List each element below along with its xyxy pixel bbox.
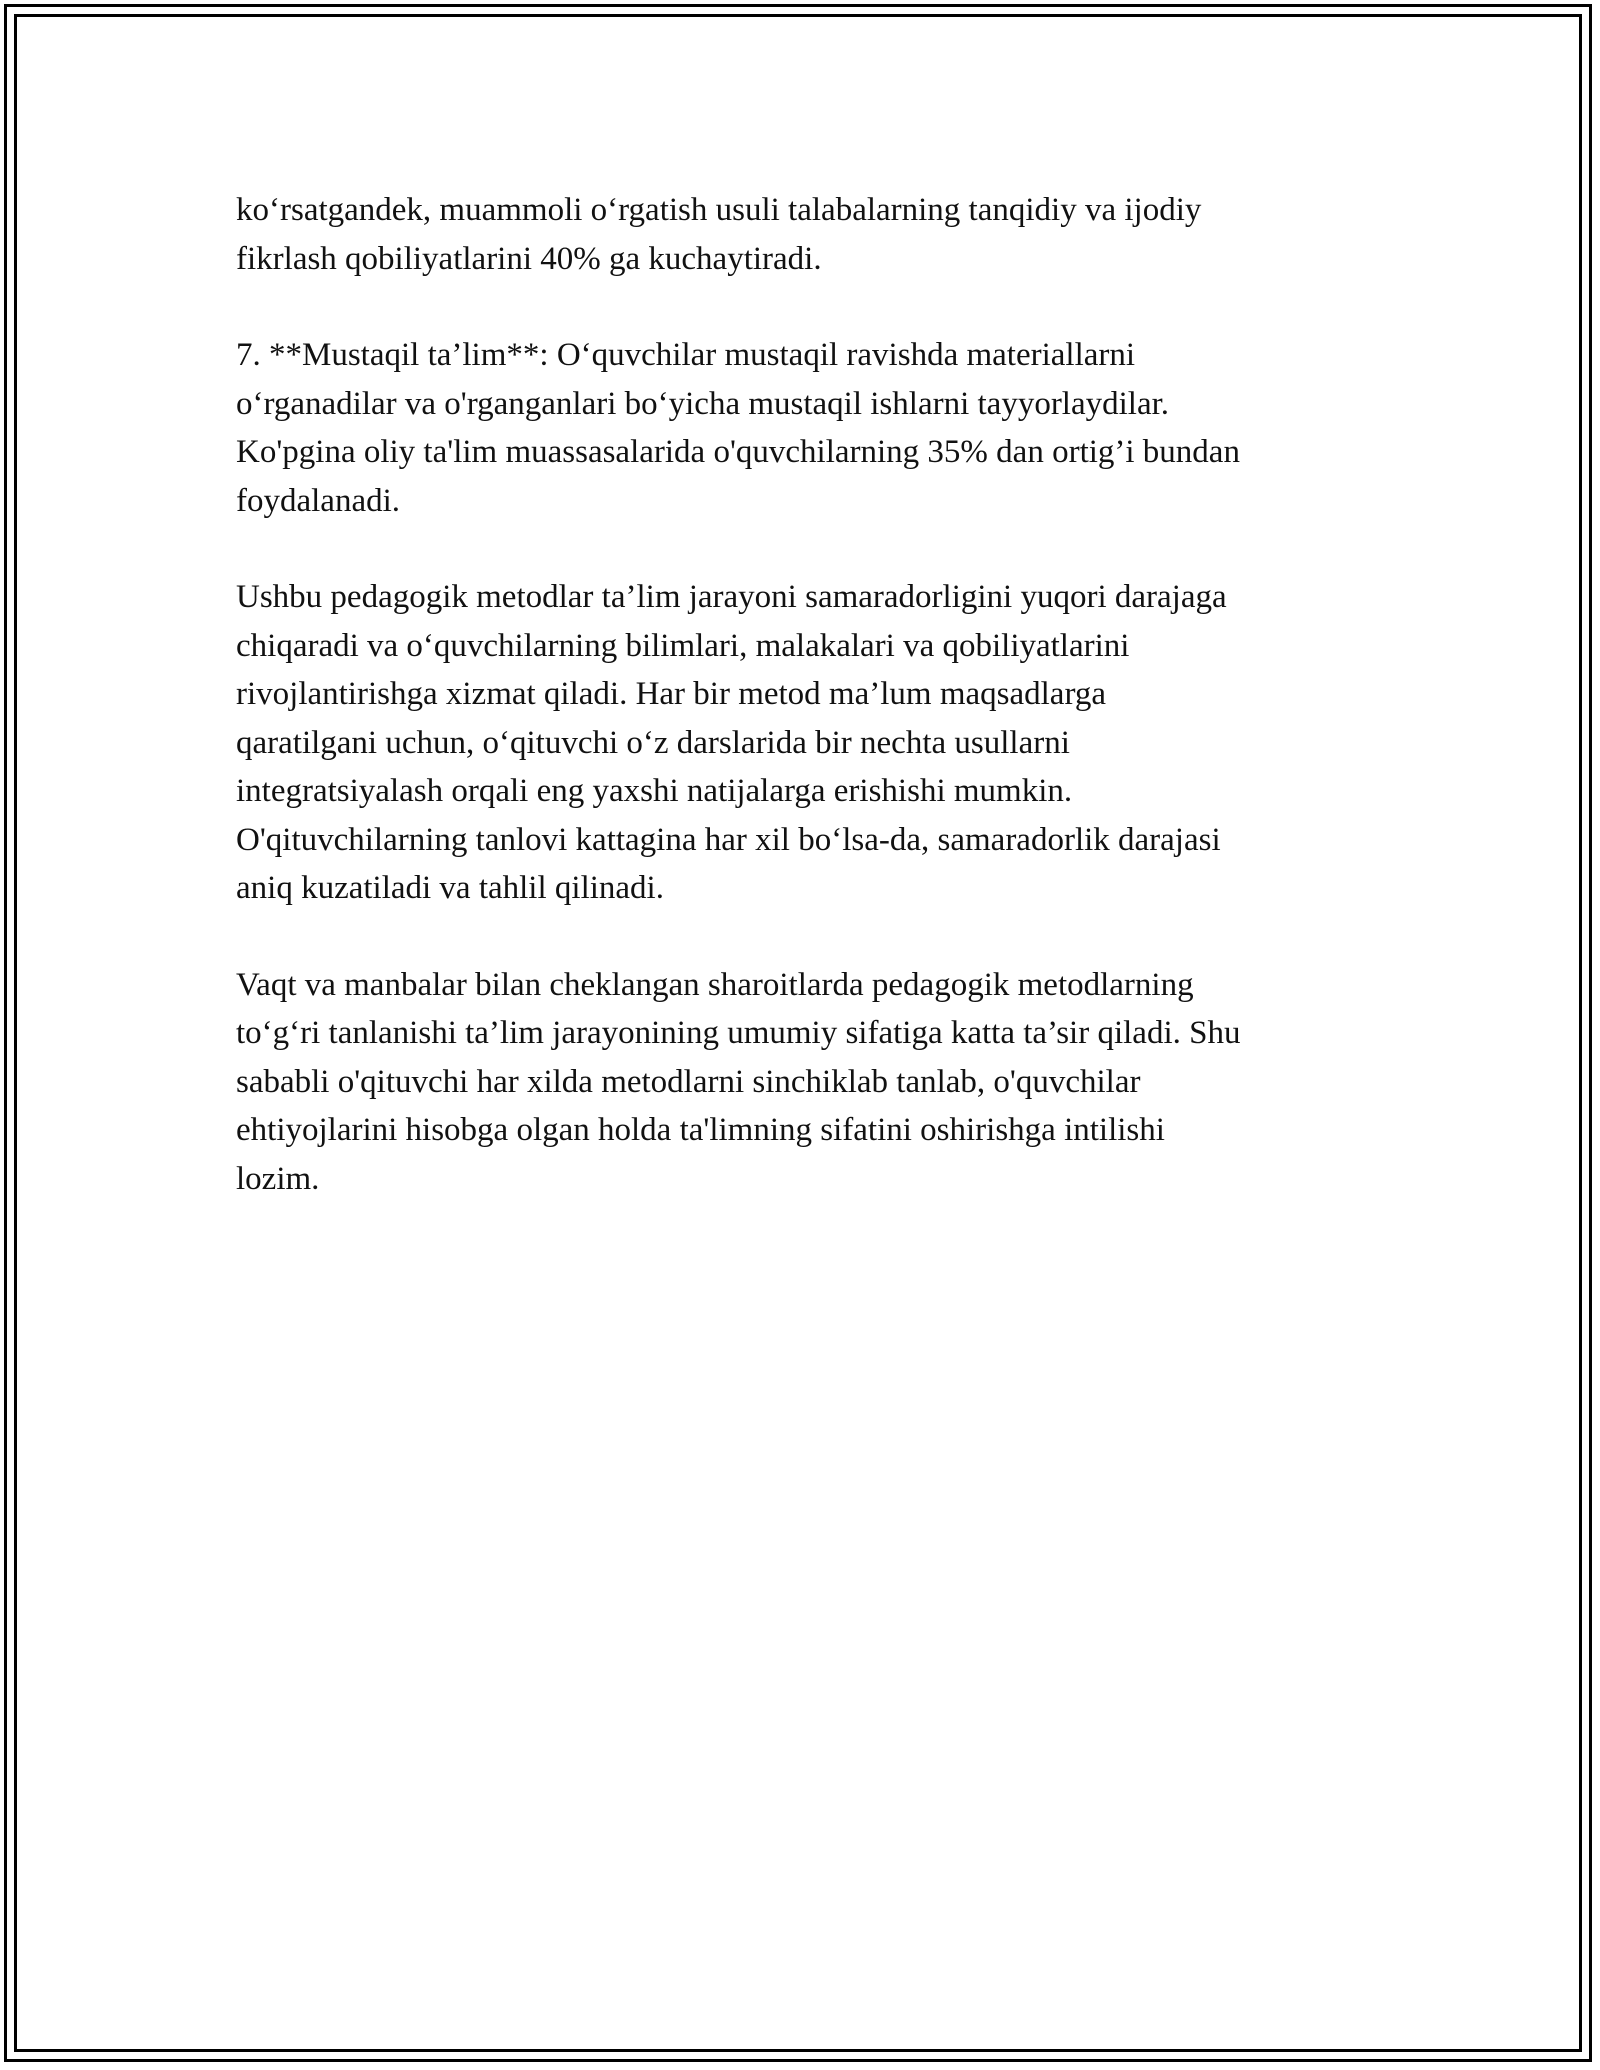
paragraph-problem-learning-continuation: ko‘rsatgandek, muammoli o‘rgatish usuli talabalarning tanqidiy va ijodiy fikrlash qobiliyatlarini 40% ga kuchaytiradi. <box>236 192 1202 277</box>
paragraph-independent-learning: 7. **Mustaqil ta’lim**: O‘quvchilar mustaqil ravishda materiallarni o‘rganadilar va o'rganganlari bo‘yicha mustaqil ishlarni tayyorlaydilar. Ko'pgina oliy ta'lim muassasalarida o'quvchilarning 35% dan ortig’i bundan foydalanadi. <box>236 337 1240 519</box>
document-body <box>236 186 1366 1251</box>
paragraph-methods-summary: Ushbu pedagogik metodlar ta’lim jarayoni samaradorligini yuqori darajaga chiqaradi va o‘quvchilarning bilimlari, malakalari va qobiliyatlarini rivojlantirishga xizmat qiladi. Har bir metod ma’lum maqsadlarga qaratilgani uchun, o‘qituvchi o‘z darslarida bir nechta usullarni integratsiyalash orqali eng yaxshi natijalarga erishishi mumkin. O'qituvchilarning tanlovi kattagina har xil bo‘lsa-da, samaradorlik darajasi aniq kuzatiladi va tahlil qilinadi. <box>236 579 1227 906</box>
paragraph-conclusion: Vaqt va manbalar bilan cheklangan sharoitlarda pedagogik metodlarning to‘g‘ri tanlanishi ta’lim jarayonining umumiy sifatiga katta ta’sir qiladi. Shu sababli o'qituvchi har xilda metodlarni sinchiklab tanlab, o'quvchilar ehtiyojlarini hisobga olgan holda ta'limning sifatini oshirishga intilishi lozim. <box>236 966 1241 1197</box>
